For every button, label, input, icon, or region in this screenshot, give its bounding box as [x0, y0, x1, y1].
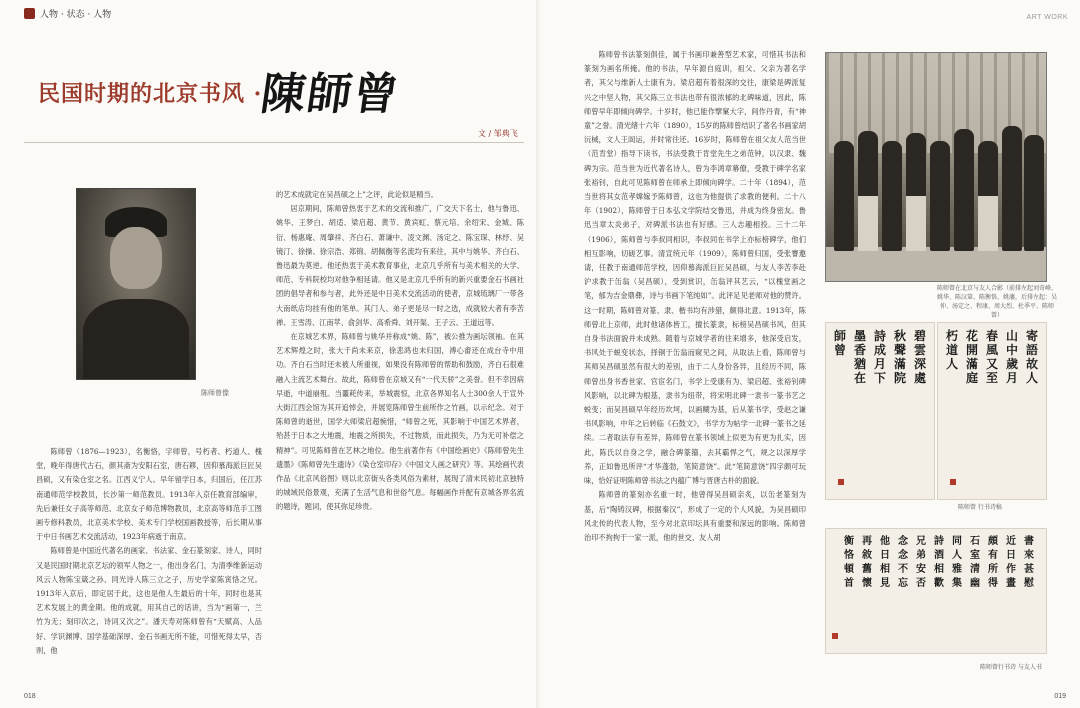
- section-label: 人物 · 状态 · 人物: [40, 10, 112, 20]
- body-column-1: [36, 445, 262, 658]
- page-number-right: 019: [1054, 693, 1066, 700]
- portrait-caption: 陈师曾像: [201, 389, 229, 397]
- seal-icon: [832, 633, 838, 639]
- section-header: [24, 7, 111, 20]
- seal-icon: [950, 479, 956, 485]
- divider: [24, 142, 524, 143]
- paragraph: 在京城艺术界，陈师曾与姚华并称成“姚、陈”，被公推为画坛领袖。在其艺术辉煌之时，张大千尚未来京，徐悲鸿也未归国，溥心畬还在成台寺中用功。齐白石当时还未被人所重视，如果没有陈师曾的帮助和鼓励，齐白石很难融入主流艺术舞台。故此，陈师曾在京城又有“一代天骄”之美誉。但不幸因病早逝，中道崩殂。当噩耗传来，举城震惊，北京各界知名人士300余人于宣外大街江西会馆为其开追悼会，并展览陈师曾生前所作之竹画，以示纪念。对于陈师曾的逝世，国学大师梁启超惋惜，“师曾之死，其影响于中国艺术界者，殆甚于日本之大地震，地震之所损失，不过物质，而此损失，乃为无可补偿之精神”。可见陈师曾在艺林之地位。他生前著作有《中国绘画史》《陈师曾先生遗墨》《陈师曾先生遗诗》《染仓室印存》《中国文人画之研究》等。其绘画代表作品《北京风俗图》则以北京街头各类风俗为素材，展现了清末民初北京独特的城域民俗景观，充满了生活气息和世俗气息。每幅画作并配有京城各界名流的题诗，题词，使其弥足珍贵。: [276, 332, 524, 512]
- calligraphy-scroll-2: 寄語故人 山中歲月 春風又至 花開滿庭 朽道人: [937, 322, 1047, 500]
- body-column-2: [276, 188, 524, 515]
- portrait-photo: [76, 188, 196, 380]
- paragraph: 陈师曾的篆刻亦名重一时，他曾得吴昌硕亲炙，以缶老篆刻为基，后“陶铸汉碑，根据秦汉”，形成了一定的个人风貌，为吴昌硕印风北传的代表人物，至今对北京印坛具有重要和深远的影响。陈师曾治印不拘拘于一家一派，他的世交、友人胡: [584, 490, 806, 542]
- paragraph: 陈师曾（1876—1923），名衡恪，字师曾，号朽者、朽道人、槐堂，晚年得唐代古石，颜其斋为安阳石室，唐石簃，因仰慕海派巨匠吴昌硕，又有染仓室之名。江西义宁人。早年留学日本，归国后，任江苏南通师范学校教员，长沙第一师范教员。1913年入京任教育部编审，先后兼任女子高等师范、北京女子师范博物教员，北京高等师范手工图画专修科教员，北京美术学校、美术专门学校国画教授等，后长期从事于中日书画艺术交流活动，1923年病逝于南京。: [36, 447, 262, 542]
- article-title: 民国时期的北京书风 ·: [38, 81, 263, 107]
- calligraphy-title: 陳師曾: [257, 69, 403, 120]
- calligraphy-letter: 書來甚慰 近日作畫 頗有所得 石室清幽 同人雅集 詩酒相歡 兄弟安否 念念不忘 他日相見 再敘舊懷 衡恪頓首: [825, 528, 1047, 654]
- paragraph: 的艺术成就定在吴昌硕之上”之评，此论似是精当。: [276, 190, 438, 199]
- paragraph: 居京期间，陈师曾热衷于艺术的交流和推广，广交天下名士，他与鲁迅、姚华、王梦白、胡适、梁启超、黄节、黄宾虹、蔡元培、余绍宋、金城、陈衍、杨惠庵、周肇祥、齐白石、萧谦中、凌文渊、汤定之、陈宝琛、林纾、吴镜汀、徐操、徐宗浩、郑锦、胡佩衡等名流均有来往，其中与姚华、齐白石、鲁迅最为莫逆。他还热衷于美术教育事业，北京几乎所有与美术相关的大学、师范、专科院校均对他争相延请。他又是北京几乎所有的新兴重要金石书画社团的倡导者和参与者，此外还是中日美术交流活动的使者，京城琉璃厂一带各大南纸店均挂有他的笔单。其门人、弟子更是尽一时之选，成就较大者有李苦禅、王雪涛、江南苹、俞剑华、高希舜、刘开渠、王子云、王道远等。: [276, 204, 524, 327]
- page-number-left: 018: [24, 693, 36, 700]
- calligraphy-caption-2: 陈师曾行书诗 与友人书: [980, 664, 1042, 671]
- paragraph: 陈师曾书法篆刻俱佳，属于书画印兼善型艺术家，可惜其书法和篆刻为画名所掩。他的书法，早年源自庭训，祖父、父亲为著名学者，其父与维新人士康有为、梁启超有着很深的交往，康梁是碑派复兴之中坚人物，其父陈三立书法也带有很浓郁的北碑味道，因此，陈师曾早年即倾向碑学。十岁时，他已能作擘窠大字，间作丹青，有“神童”之誉。清光绪十六年（1890），15岁的陈师曾结识了著名书画家胡沅棫，文人王闿运，并时常往还。16岁时，陈师曾在祖父友人范当世（范肯堂）指导下读书，书法受教于肯堂先生之弟范钟，以汉隶、魏碑为宗。范当世为近代著名诗人，曾为李鸿章幕僚，受教于碑学名家张裕钊，自此可见陈师曾在师承上即倾向碑学。二十年（1894），范当世将其女范孝嫦嫁予陈师曾，这也为他提供了求教的便利。二十八年（1902），陈师曾于日本弘文学院结交鲁迅，并成为终身密友。鲁迅当章太炎弟子，对碑派书法也有好感。三人志趣相投。三十二年（1906），陈师曾与李叔同相识，李叔同在书学上亦标榜碑学，他们相互影响，切磋艺事。清宣统元年（1909），陈师曾归国，受张謇邀请，任教于南通师范学校，因仰慕海派巨匠吴昌硕，与友人李苦李赴沪求教于缶翁（吴昌硕），受到赏识，缶翁评其艺云，“以槐堂画之笔，郁为吉金鼎彝，诗与书画下笔纯如”。此评足见老师对他的赞许。这一时期，陈师曾对篆、隶、楷书均有涉猎，颇得北意。1913年，陈师曾北上京师，此时他诸体皆工，擅长篆隶，标榜吴昌硕书风，但其自身书法面貌并未成熟。随着与京城学者的往来增多，他深受启发，书风处于蜕变状态，择铜于缶翁而窥见之间，从取法上看，陈师曾与其师吴昌硕虽然有很大的差别，由于二人身份各异，且经历不同，陈师曾出身书香世家、官宦名门，书学上受康有为、梁启超、张裕钊碑风影响，以北碑为根基，隶书为纽带，将宋明北碑一隶书一篆书艺之蜕变；而吴昌硕早年经历坎坷，以画糊为基，后从篆书学，受赵之谦书风影响，中年之后转临《石鼓文》，书学方为帖学一北碑一篆书之延续。二者取法存有差异，陈师曾在篆书领域上似更为有更为扎实，因此，陈氏以自身之学，融合碑篆籀，去其霸悍之气，规之以深厚学养，正如鲁迅所评“才华蓬勃，笔简意饶”。此“笔简意饶”四字颇可玩味，恰好证明陈师曾书法之内蕴广博与晋唐古朴的面貌。: [584, 50, 806, 486]
- body-column-3: [584, 48, 806, 545]
- seal-icon: [838, 479, 844, 485]
- calligraphy-scroll-1: 碧雲深處 秋聲滿院 詩成月下 墨香猶在 師曾: [825, 322, 935, 500]
- left-page: [0, 0, 538, 708]
- group-photo-caption: 陈师曾在北京与友人合影（前排左起刘奇峰、姚华、陈汉第、陈衡恪、姚藩，后排左起：吴仲、汤定之、程康、周大烈、杜季平、陈师曾）: [936, 285, 1057, 319]
- author-byline: 文 / 邹典飞: [478, 129, 518, 138]
- artwork-tag: ART WORK: [1026, 14, 1068, 21]
- section-logo-icon: [24, 8, 35, 19]
- paragraph: 陈师曾是中国近代著名的画家、书法家、金石篆刻家、诗人，同时又是民国时期北京艺坛的领军人物之一，他出身名门，为清季维新运动风云人物陈宝箴之孙、同光诗人陈三立之子，历史学家陈寅恪之兄。1913年入京后，即定居于此，这也是他人生最后的十年，同时也是其艺术发展上的黄金期。他的成就，用其自己的话讲，当为“画第一，兰竹为无；刻印次之，诗词又次之”。潘天寿对陈师曾有“天赋高、人品好、学识渊博、国学基础深厚、金石书画无所不能，可惜死得太早，否则，他: [36, 546, 262, 655]
- group-photo: [825, 52, 1047, 282]
- calligraphy-caption-1: 陈师曾 行书诗稿: [958, 504, 1002, 511]
